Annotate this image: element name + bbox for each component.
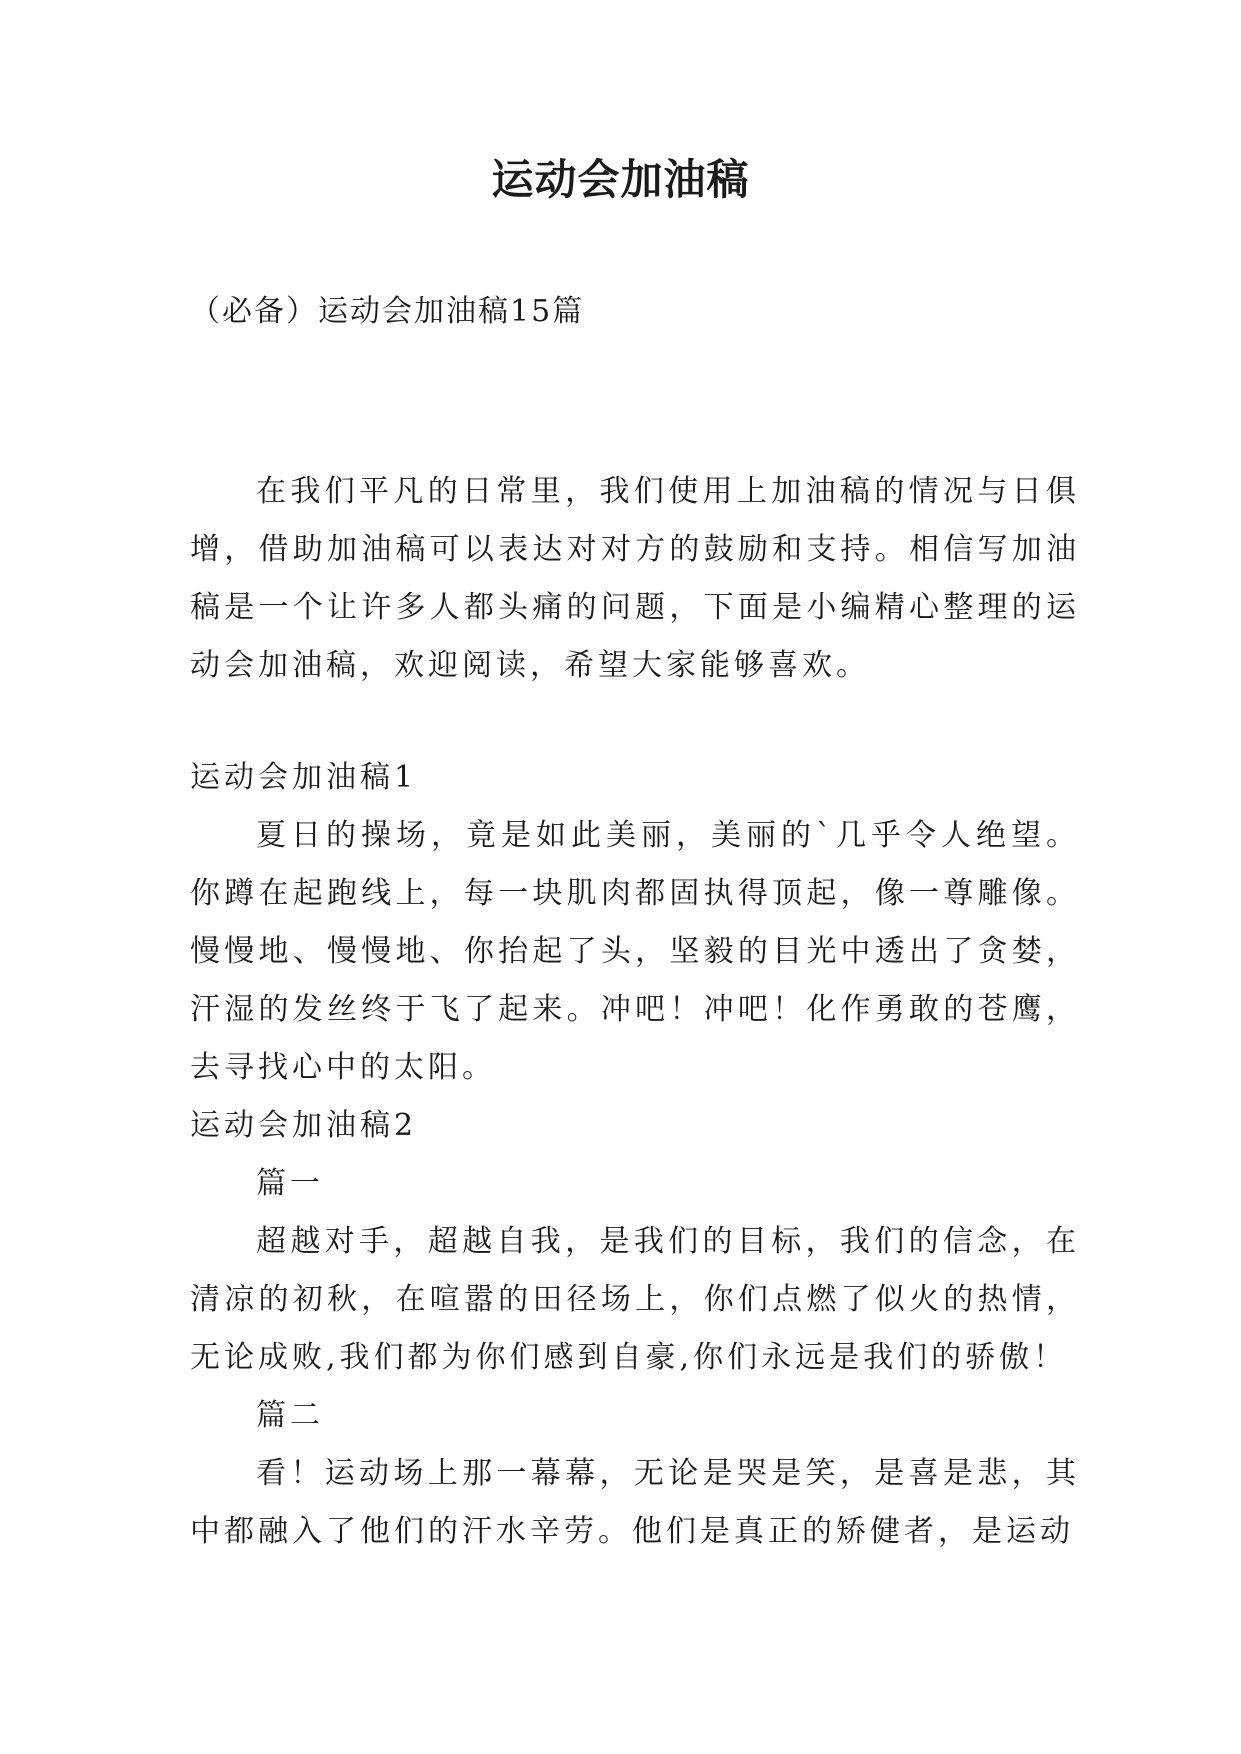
section-2-paragraph-1: 超越对手，超越自我，是我们的目标，我们的信念，在清凉的初秋，在喧嚣的田径场上，你们点燃了似火的热情，无论成败,我们都为你们感到自豪,你们永远是我们的骄傲！ [190, 1224, 1080, 1375]
document-title: 运动会加油稿 [491, 155, 750, 204]
section-heading-1: 运动会加油稿1 [190, 760, 418, 795]
section-spacer [190, 695, 1080, 749]
document-subtitle: （必备）运动会加油稿15篇 [190, 294, 585, 329]
intro-paragraph: 在我们平凡的日常里，我们使用上加油稿的情况与日俱增，借助加油稿可以表达对对方的鼓励和支持。相信写加油稿是一个让许多人都头痛的问题，下面是小编精心整理的运动会加油稿，欢迎阅读，希望大家能够喜欢。 [190, 474, 1080, 683]
section-2-subheading-1: 篇一 [256, 1166, 324, 1201]
section-2-subheading-2: 篇二 [256, 1398, 324, 1433]
section-heading-2: 运动会加油稿2 [190, 1108, 418, 1143]
document-body [190, 463, 1080, 1561]
section-2-paragraph-2: 看！运动场上那一幕幕，无论是哭是笑，是喜是悲，其中都融入了他们的汗水辛劳。他们是真正的矫健者，是运动 [190, 1456, 1080, 1549]
section-1-paragraph-1: 夏日的操场，竟是如此美丽，美丽的`几乎令人绝望。你蹲在起跑线上，每一块肌肉都固执得顶起，像一尊雕像。慢慢地、慢慢地、你抬起了头，坚毅的目光中透出了贪婪，汗湿的发丝终于飞了起来。冲吧！冲吧！化作勇敢的苍鹰，去寻找心中的太阳。 [190, 818, 1080, 1085]
